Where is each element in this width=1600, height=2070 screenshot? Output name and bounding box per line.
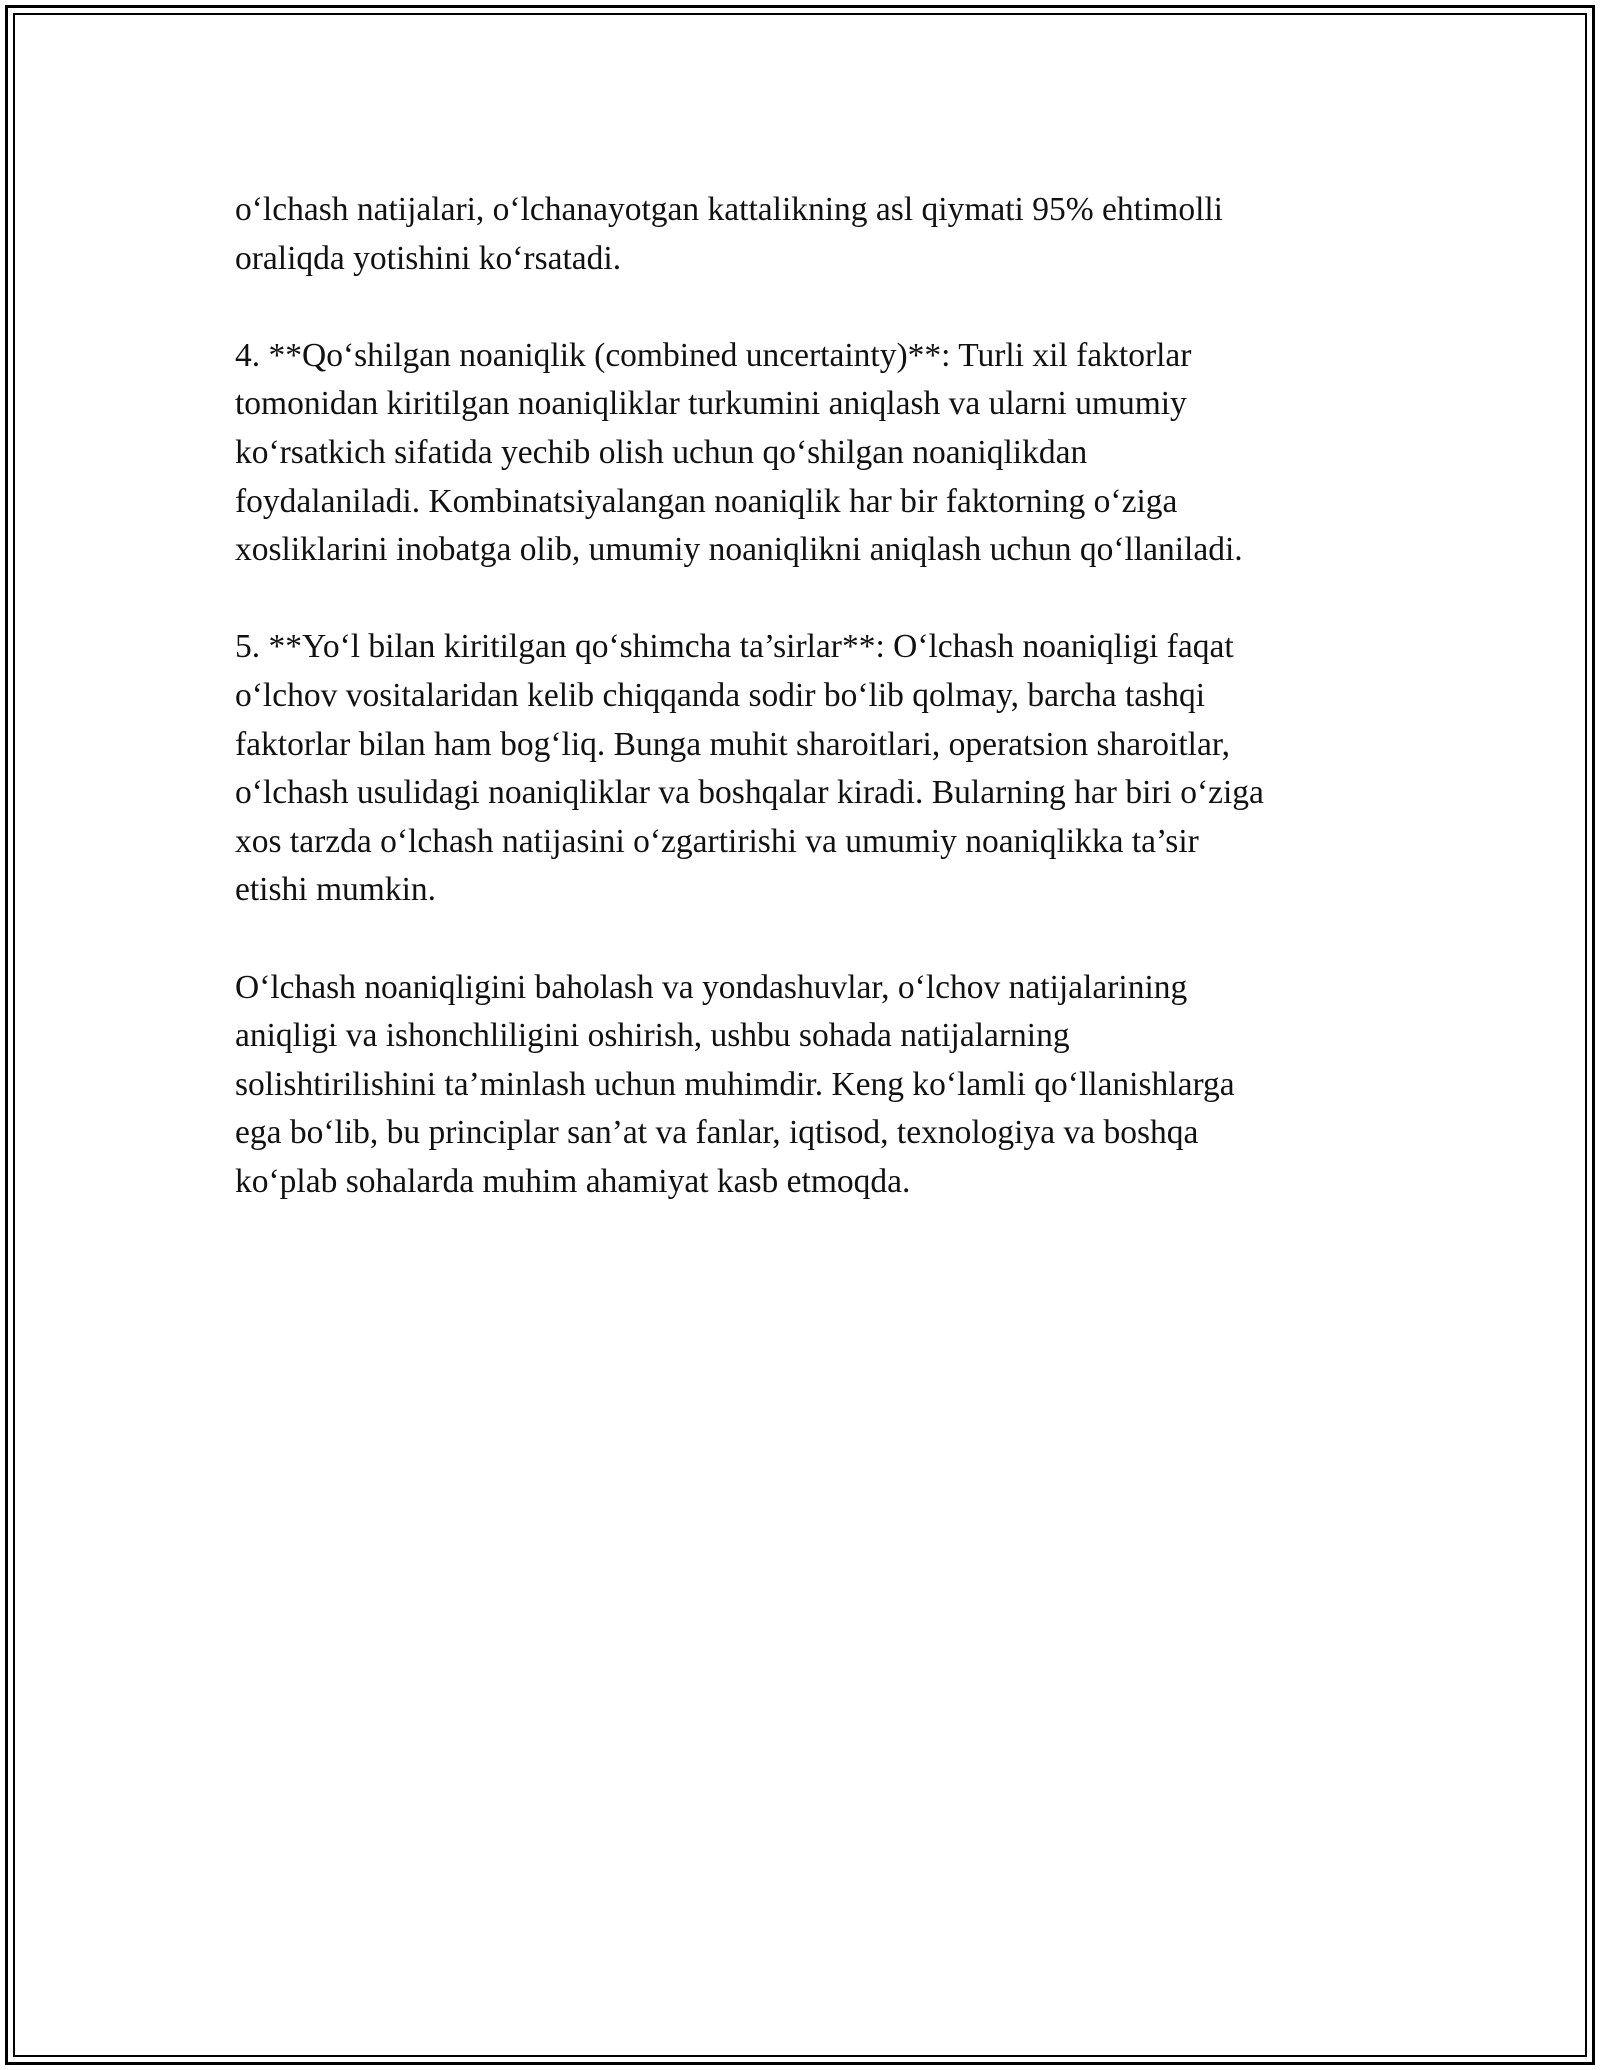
document-body <box>235 186 1385 1255</box>
text-line: ega bo‘lib, bu principlar san’at va fanlar, iqtisod, texnologiya va boshqa <box>235 1114 1199 1152</box>
text-line: solishtirilishini ta’minlash uchun muhimdir. Keng ko‘lamli qo‘llanishlarga <box>235 1065 1235 1103</box>
paragraph-additional-effects <box>235 623 1385 915</box>
text-line: o‘lchash usulidagi noaniqliklar va boshqalar kiradi. Bularning har biri o‘ziga <box>235 774 1264 812</box>
text-line: xos tarzda o‘lchash natijasini o‘zgartirishi va umumiy noaniqlikka ta’sir <box>235 822 1199 860</box>
text-line: 4. **Qo‘shilgan noaniqlik (combined uncertainty)**: Turli xil faktorlar <box>235 336 1192 374</box>
text-line: ko‘rsatkich sifatida yechib olish uchun qo‘shilgan noaniqlikdan <box>235 433 1088 471</box>
text-line: aniqligi va ishonchliligini oshirish, ushbu sohada natijalarning <box>235 1017 1070 1055</box>
paragraph-conclusion <box>235 964 1385 1207</box>
text-line: foydalaniladi. Kombinatsiyalangan noaniqlik har bir faktorning o‘ziga <box>235 482 1178 520</box>
text-line: ko‘plab sohalarda muhim ahamiyat kasb etmoqda. <box>235 1162 911 1200</box>
text-line: tomonidan kiritilgan noaniqliklar turkumini aniqlash va ularni umumiy <box>235 385 1187 423</box>
text-line: o‘lchov vositalaridan kelib chiqqanda sodir bo‘lib qolmay, barcha tashqi <box>235 676 1205 714</box>
text-line: etishi mumkin. <box>235 871 436 909</box>
text-line: 5. **Yo‘l bilan kiritilgan qo‘shimcha ta’sirlar**: O‘lchash noaniqligi faqat <box>235 628 1234 666</box>
text-line: xosliklarini inobatga olib, umumiy noaniqlikni aniqlash uchun qo‘llaniladi. <box>235 531 1243 569</box>
paragraph-combined-uncertainty <box>235 332 1385 575</box>
text-line: O‘lchash noaniqligini baholash va yondashuvlar, o‘lchov natijalarining <box>235 968 1188 1006</box>
text-line: faktorlar bilan ham bog‘liq. Bunga muhit sharoitlari, operatsion sharoitlar, <box>235 725 1231 763</box>
text-line: oraliqda yotishini ko‘rsatadi. <box>235 239 622 277</box>
paragraph-intro-continuation <box>235 186 1385 283</box>
text-line: o‘lchash natijalari, o‘lchanayotgan kattalikning asl qiymati 95% ehtimolli <box>235 191 1223 228</box>
